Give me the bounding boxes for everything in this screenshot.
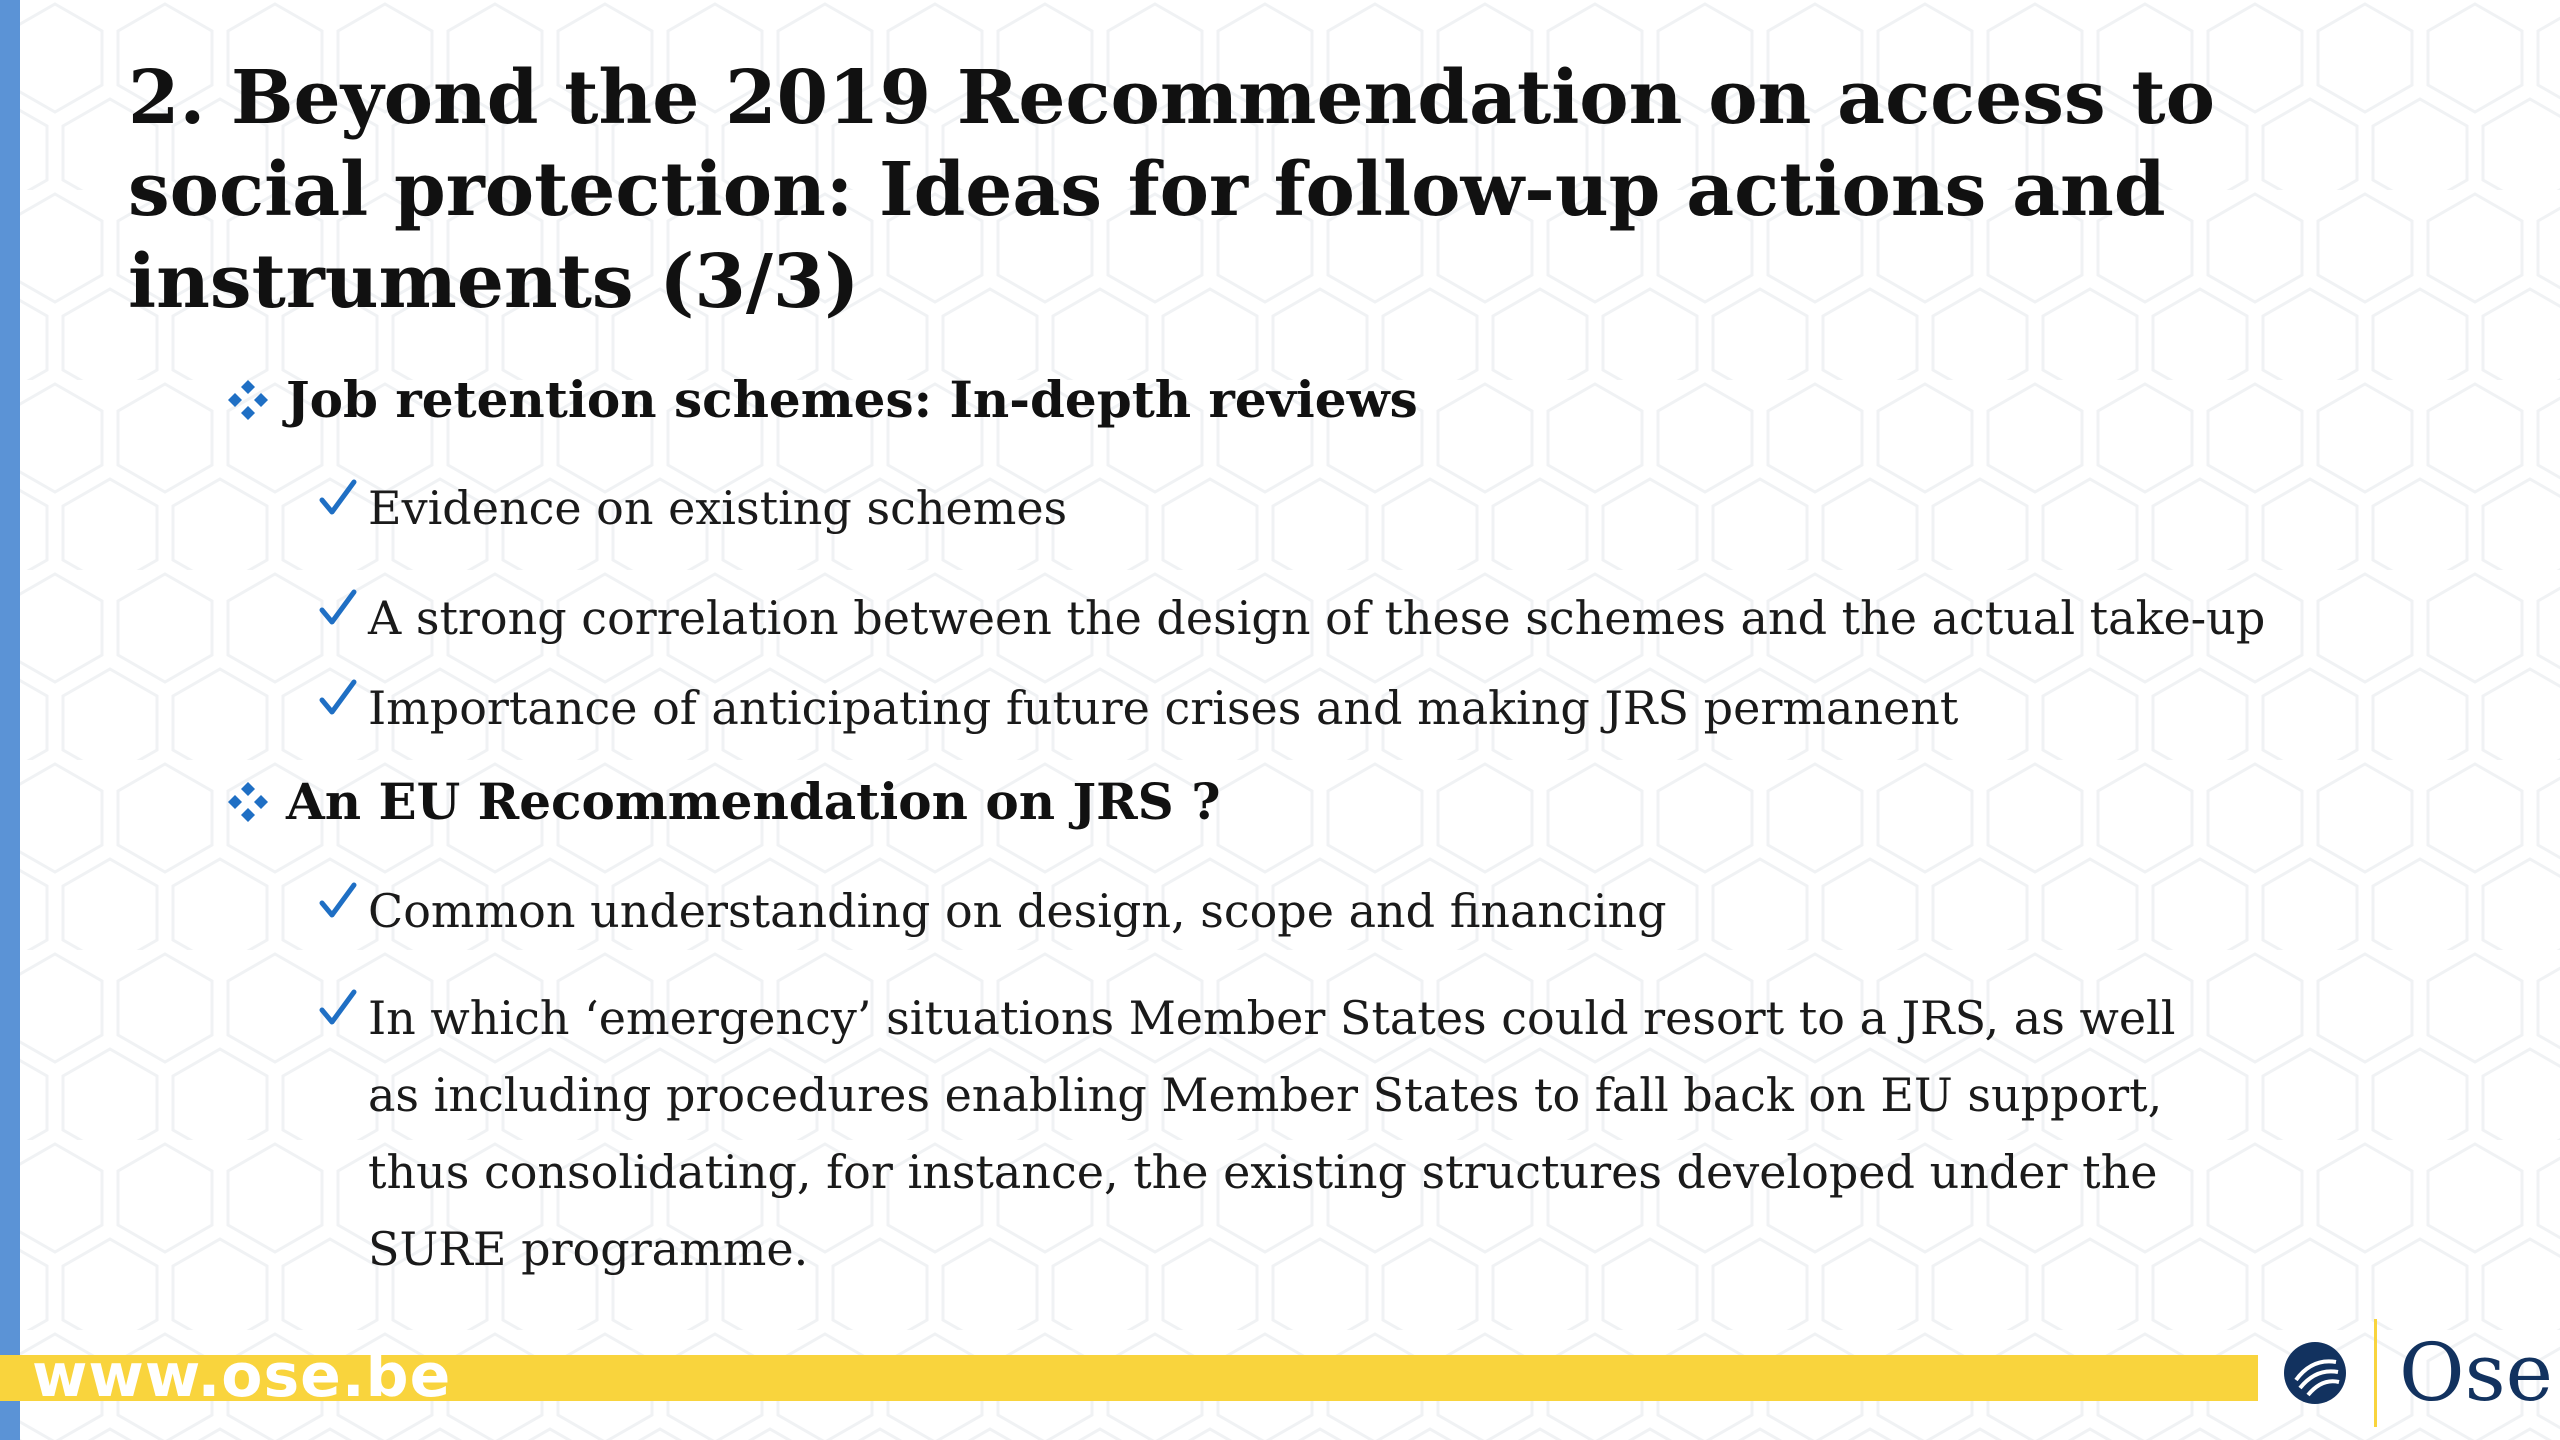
list-item-text: Importance of anticipating future crises and making JRS permanent bbox=[368, 681, 1959, 735]
section-heading-job-retention bbox=[226, 368, 1418, 432]
four-diamond-icon bbox=[226, 780, 270, 824]
logo-text: Ose bbox=[2399, 1326, 2553, 1419]
slide-title: 2. Beyond the 2019 Recommendation on access to social protection: Ideas for follow-up actions and instruments (3/3) bbox=[128, 55, 2215, 325]
list-item-text: In which ‘emergency’ situations Member States could resort to a JRS, as well as including procedures enabling Member States to fall back on EU support, thus consolidating, for instance, the existing structures developed under the SURE programme. bbox=[368, 991, 2176, 1276]
four-diamond-icon bbox=[226, 378, 270, 422]
section-heading-text: An EU Recommendation on JRS ? bbox=[286, 772, 1221, 831]
section-heading-eu-recommendation bbox=[226, 770, 1221, 834]
check-icon bbox=[318, 676, 358, 720]
list-item-text: Evidence on existing schemes bbox=[368, 481, 1068, 535]
list-item-text: Common understanding on design, scope and financing bbox=[368, 884, 1667, 938]
list-item bbox=[318, 580, 2318, 657]
footer-website-link[interactable]: www.ose.be bbox=[32, 1341, 452, 1411]
ose-logo bbox=[2282, 1318, 2553, 1428]
check-icon bbox=[318, 986, 358, 1030]
section-heading-text: Job retention schemes: In-depth reviews bbox=[286, 370, 1418, 429]
list-item bbox=[318, 470, 2318, 547]
list-item bbox=[318, 980, 2218, 1288]
list-item-text: A strong correlation between the design of these schemes and the actual take-up bbox=[368, 591, 2266, 645]
check-icon bbox=[318, 879, 358, 923]
ose-logo-mark-icon bbox=[2282, 1340, 2348, 1406]
check-icon bbox=[318, 476, 358, 520]
list-item bbox=[318, 670, 2318, 747]
check-icon bbox=[318, 586, 358, 630]
list-item bbox=[318, 873, 2318, 950]
logo-divider bbox=[2374, 1319, 2377, 1427]
